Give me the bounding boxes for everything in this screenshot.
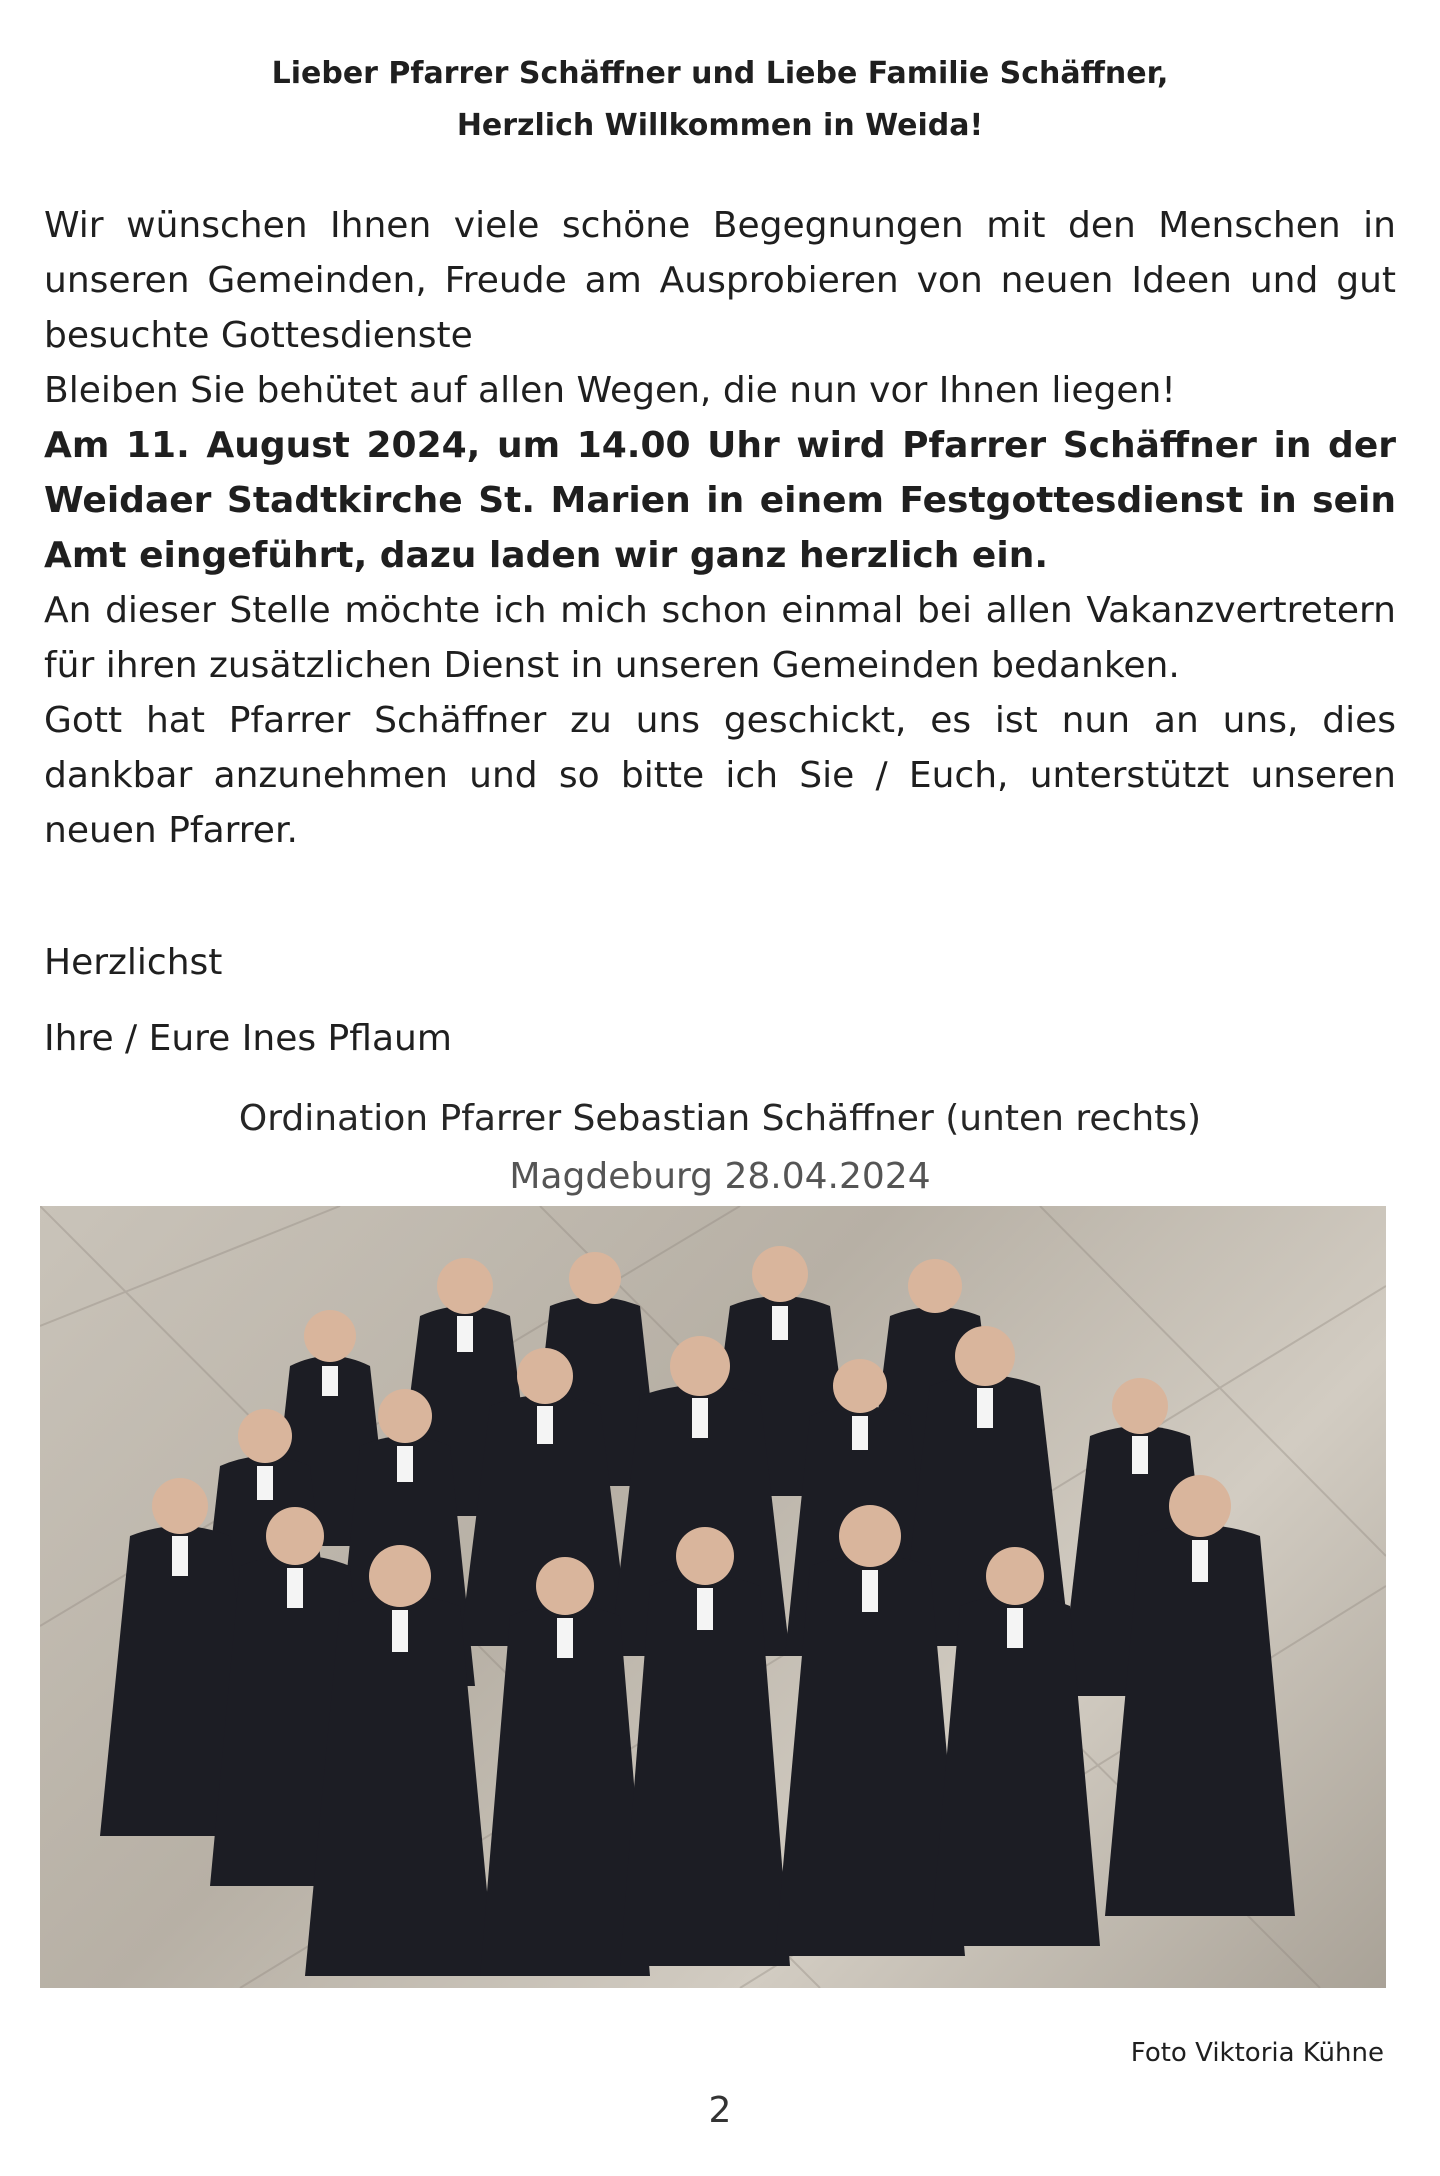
- photo-subcaption: Magdeburg 28.04.2024: [509, 1156, 931, 1197]
- group-photo-illustration: [40, 1206, 1386, 1988]
- letter-body: [44, 198, 1396, 858]
- photo-credit: Foto Viktoria Kühne: [1130, 2038, 1384, 2068]
- paragraph-blessing: Bleiben Sie behütet auf allen Wegen, die nun vor Ihnen liegen!: [44, 370, 1176, 411]
- page-number: 2: [708, 2090, 732, 2131]
- group-photo: [40, 1206, 1386, 1988]
- paragraph-thanks: An dieser Stelle möchte ich mich schon einmal bei allen Vakanzvertretern für ihren zusätzlichen Dienst in unseren Gemeinden bedanken.: [44, 590, 1396, 686]
- greeting-heading: [0, 48, 1440, 152]
- greeting-line-2: Herzlich Willkommen in Weida!: [456, 108, 984, 143]
- photo-caption: Ordination Pfarrer Sebastian Schäffner (unten rechts): [238, 1098, 1202, 1139]
- paragraph-wishes: Wir wünschen Ihnen viele schöne Begegnungen mit den Menschen in unseren Gemeinden, Freude am Ausprobieren von neuen Ideen und gut besuchte Gottesdienste: [44, 205, 1396, 356]
- paragraph-welcome: Gott hat Pfarrer Schäffner zu uns geschickt, es ist nun an uns, dies dankbar anzunehmen und so bitte ich Sie / Euch, unterstützt unseren neuen Pfarrer.: [44, 700, 1396, 851]
- greeting-line-1: Lieber Pfarrer Schäffner und Liebe Familie Schäffner,: [271, 56, 1169, 91]
- closing-signature: Ihre / Eure Ines Pflaum: [44, 1018, 452, 1059]
- paragraph-invitation: Am 11. August 2024, um 14.00 Uhr wird Pfarrer Schäffner in der Weidaer Stadtkirche St. Marien in einem Festgottesdienst in sein Amt eingeführt, dazu laden wir ganz herzlich ein.: [44, 425, 1396, 576]
- closing-salutation: Herzlichst: [44, 942, 223, 983]
